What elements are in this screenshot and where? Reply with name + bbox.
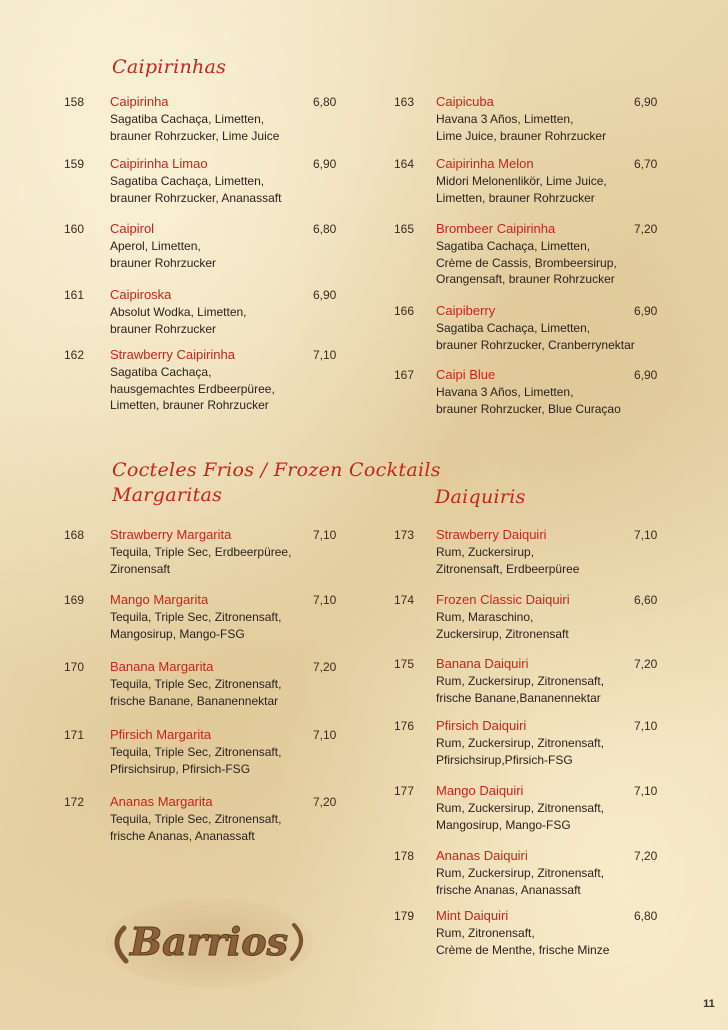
description-line: frische Banane, Bananennektar xyxy=(110,693,279,708)
description-line: Limetten, brauner Rohrzucker xyxy=(436,190,595,205)
item-name: Caipiroska xyxy=(110,287,172,302)
item-price: 7,10 xyxy=(313,593,337,607)
description-line: brauner Rohrzucker, Ananassaft xyxy=(110,190,282,205)
section-title-frozen-cocktails: Cocteles Frios / Frozen Cocktails xyxy=(112,459,441,481)
description-line: Sagatiba Cachaça, Limetten, xyxy=(110,174,265,188)
description-line: Zironensaft xyxy=(110,561,171,576)
description-line: Rum, Zuckersirup, Zitronensaft, xyxy=(436,736,605,750)
item-name: Caipirinha xyxy=(110,94,169,109)
item-number: 177 xyxy=(394,784,415,798)
item-number: 159 xyxy=(64,157,85,171)
logo-text: Barrios xyxy=(130,919,288,964)
item-description xyxy=(436,865,604,898)
item-number: 170 xyxy=(64,660,85,674)
description-line: Tequila, Triple Sec, Zitronensaft, xyxy=(110,610,282,624)
item-description xyxy=(110,111,279,144)
section-title-caipirinhas: Caipirinhas xyxy=(112,56,227,78)
description-line: Sagatiba Cachaça, xyxy=(110,365,212,379)
description-line: Tequila, Triple Sec, Erdbeerpüree, xyxy=(110,545,292,559)
item-price: 7,10 xyxy=(634,719,658,733)
description-line: Aperol, Limetten, xyxy=(110,239,201,253)
item-name: Strawberry Daiquiri xyxy=(436,527,547,542)
item-description xyxy=(110,544,291,577)
item-description xyxy=(436,173,607,206)
item-name: Ananas Daiquiri xyxy=(436,848,528,863)
item-name: Caipicuba xyxy=(436,94,494,109)
item-name: Banana Daiquiri xyxy=(436,656,529,671)
item-name: Caipirinha Melon xyxy=(436,156,534,171)
item-price: 7,10 xyxy=(634,784,658,798)
item-price: 7,20 xyxy=(634,222,658,236)
description-line: Rum, Zuckersirup, Zitronensaft, xyxy=(436,866,605,880)
item-name: Strawberry Margarita xyxy=(110,527,232,542)
item-price: 7,20 xyxy=(313,660,337,674)
description-line: brauner Rohrzucker, Lime Juice xyxy=(110,128,280,143)
item-number: 172 xyxy=(64,795,85,809)
description-line: frische Banane,Bananennektar xyxy=(436,690,601,705)
description-line: Sagatiba Cachaça, Limetten, xyxy=(436,239,591,253)
item-number: 163 xyxy=(394,95,415,109)
description-line: Mangosirup, Mango-FSG xyxy=(436,817,571,832)
item-description xyxy=(110,364,275,414)
item-description xyxy=(110,744,281,777)
description-line: Tequila, Triple Sec, Zitronensaft, xyxy=(110,677,282,691)
item-description xyxy=(436,609,569,642)
item-description xyxy=(436,800,604,833)
item-name: Banana Margarita xyxy=(110,659,214,674)
item-number: 169 xyxy=(64,593,85,607)
item-number: 167 xyxy=(394,368,415,382)
description-line: Crème de Cassis, Brombeersirup, xyxy=(436,255,617,270)
item-description xyxy=(110,676,281,709)
description-line: Rum, Zuckersirup, Zitronensaft, xyxy=(436,801,605,815)
section-title-daiquiris: Daiquiris xyxy=(435,486,526,508)
description-line: Lime Juice, brauner Rohrzucker xyxy=(436,128,607,143)
description-line: brauner Rohrzucker xyxy=(110,255,217,270)
item-price: 6,90 xyxy=(634,304,658,318)
item-price: 7,20 xyxy=(634,849,658,863)
description-line: brauner Rohrzucker xyxy=(110,321,217,336)
item-price: 6,60 xyxy=(634,593,658,607)
item-price: 6,90 xyxy=(313,288,337,302)
item-name: Caipi Blue xyxy=(436,367,496,382)
item-description xyxy=(110,238,216,271)
item-price: 7,10 xyxy=(313,528,337,542)
item-description xyxy=(436,735,604,768)
item-name: Frozen Classic Daiquiri xyxy=(436,592,570,607)
item-description xyxy=(110,609,281,642)
description-line: Mangosirup, Mango-FSG xyxy=(110,626,245,641)
description-line: frische Ananas, Ananassaft xyxy=(110,828,255,843)
item-number: 165 xyxy=(394,222,415,236)
item-price: 7,10 xyxy=(313,728,337,742)
description-line: Orangensaft, brauner Rohrzucker xyxy=(436,272,615,286)
item-number: 173 xyxy=(394,528,415,542)
description-line: Absolut Wodka, Limetten, xyxy=(110,305,247,319)
description-line: Rum, Zitronensaft, xyxy=(436,926,535,940)
item-number: 166 xyxy=(394,304,415,318)
item-number: 161 xyxy=(64,288,85,302)
item-description xyxy=(110,811,281,844)
item-name: Pfirsich Margarita xyxy=(110,727,212,742)
section-title-margaritas: Margaritas xyxy=(112,484,223,506)
description-line: frische Ananas, Ananassaft xyxy=(436,882,581,897)
item-number: 171 xyxy=(64,728,85,742)
item-price: 7,20 xyxy=(634,657,658,671)
description-line: Tequila, Triple Sec, Zitronensaft, xyxy=(110,812,282,826)
item-price: 7,20 xyxy=(313,795,337,809)
item-description xyxy=(110,304,247,337)
item-name: Mango Daiquiri xyxy=(436,783,524,798)
item-number: 179 xyxy=(394,909,415,923)
item-price: 6,90 xyxy=(313,157,337,171)
description-line: Rum, Zuckersirup, Zitronensaft, xyxy=(436,674,605,688)
item-number: 162 xyxy=(64,348,85,362)
description-line: Sagatiba Cachaça, Limetten, xyxy=(436,321,591,335)
description-line: Rum, Maraschino, xyxy=(436,610,534,624)
item-description xyxy=(436,111,606,144)
item-name: Brombeer Caipirinha xyxy=(436,221,556,236)
barrios-logo xyxy=(104,893,314,988)
item-number: 168 xyxy=(64,528,85,542)
item-name: Strawberry Caipirinha xyxy=(110,347,235,362)
item-price: 6,80 xyxy=(313,222,337,236)
item-description xyxy=(436,544,579,577)
description-line: Pfirsichsirup, Pfirsich-FSG xyxy=(110,761,251,776)
item-description xyxy=(436,320,635,353)
item-number: 176 xyxy=(394,719,415,733)
description-line: Midori Melonenlikör, Lime Juice, xyxy=(436,174,607,188)
item-name: Caipirinha Limao xyxy=(110,156,208,171)
item-number: 160 xyxy=(64,222,85,236)
item-price: 6,70 xyxy=(634,157,658,171)
item-name: Mint Daiquiri xyxy=(436,908,509,923)
item-name: Caipirol xyxy=(110,221,155,236)
page-number: 11 xyxy=(703,998,715,1010)
item-price: 7,10 xyxy=(313,348,337,362)
description-line: Zitronensaft, Erdbeerpüree xyxy=(436,561,580,576)
description-line: hausgemachtes Erdbeerpüree, xyxy=(110,381,275,396)
item-name: Caipiberry xyxy=(436,303,496,318)
item-name: Mango Margarita xyxy=(110,592,209,607)
item-number: 175 xyxy=(394,657,415,671)
item-name: Pfirsich Daiquiri xyxy=(436,718,527,733)
item-description xyxy=(436,238,617,288)
description-line: Rum, Zuckersirup, xyxy=(436,545,535,559)
description-line: Havana 3 Años, Limetten, xyxy=(436,112,574,126)
item-number: 164 xyxy=(394,157,415,171)
description-line: brauner Rohrzucker, Cranberrynektar xyxy=(436,337,635,352)
item-price: 7,10 xyxy=(634,528,658,542)
item-number: 158 xyxy=(64,95,85,109)
item-name: Ananas Margarita xyxy=(110,794,213,809)
item-number: 178 xyxy=(394,849,415,863)
item-price: 6,90 xyxy=(634,368,658,382)
description-line: Crème de Menthe, frische Minze xyxy=(436,942,610,957)
description-line: Limetten, brauner Rohrzucker xyxy=(110,398,269,412)
description-line: brauner Rohrzucker, Blue Curaçao xyxy=(436,401,621,416)
item-number: 174 xyxy=(394,593,415,607)
description-line: Sagatiba Cachaça, Limetten, xyxy=(110,112,265,126)
item-description xyxy=(436,673,604,706)
description-line: Havana 3 Años, Limetten, xyxy=(436,385,574,399)
item-price: 6,90 xyxy=(634,95,658,109)
item-description xyxy=(110,173,281,206)
item-description xyxy=(436,384,621,417)
item-price: 6,80 xyxy=(313,95,337,109)
description-line: Pfirsichsirup,Pfirsich-FSG xyxy=(436,752,573,767)
item-price: 6,80 xyxy=(634,909,658,923)
description-line: Tequila, Triple Sec, Zitronensaft, xyxy=(110,745,282,759)
item-description xyxy=(436,925,609,958)
description-line: Zuckersirup, Zitronensaft xyxy=(436,626,569,641)
